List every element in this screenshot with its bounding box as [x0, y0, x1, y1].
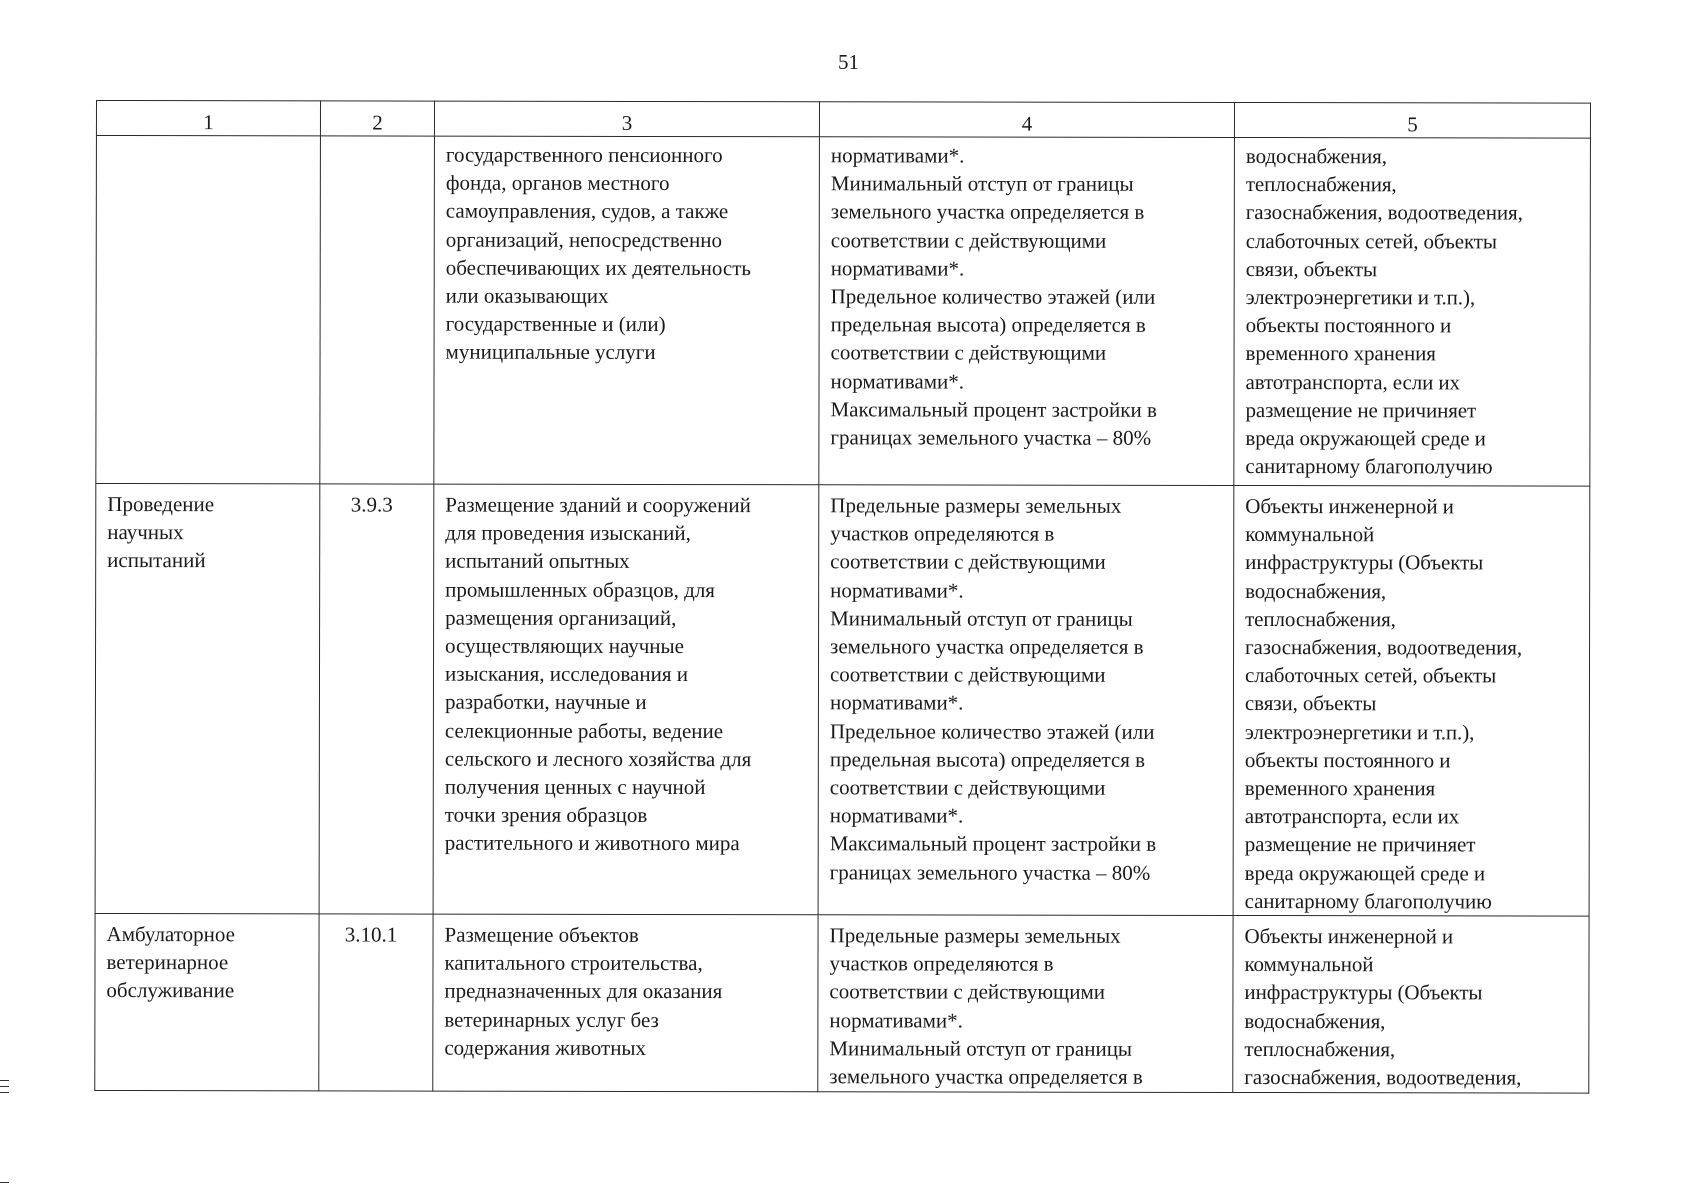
cell-text-line: ветеринарных услуг без — [444, 1007, 659, 1032]
cell-text-line: объекты постоянного и — [1244, 747, 1451, 773]
cell-text-line: слаботочных сетей, объекты — [1245, 228, 1497, 254]
cell-text-line: организаций, непосредственно — [445, 227, 722, 252]
cell-text-line: водоснабжения, — [1244, 1008, 1386, 1033]
cell-text-line: Объекты инженерной и — [1245, 494, 1454, 519]
cell-text-line: соответствии с действующими — [830, 227, 1107, 253]
cell-text-line: соответствии с действующими — [829, 979, 1106, 1005]
cell-text-line: соответствии с действующими — [830, 549, 1106, 575]
cell-text-line: участков определяются в — [830, 521, 1055, 546]
column-number-4: 4 — [819, 102, 1234, 138]
cell-text-line: вреда окружающей среде и — [1244, 860, 1486, 886]
table-row — [95, 914, 1589, 1094]
cell-text-line: инфраструктуры (Объекты — [1244, 980, 1483, 1005]
cell-text-line: муниципальные услуги — [445, 340, 656, 365]
cell-text-line: предельная высота) определяется в — [830, 312, 1146, 338]
cell-text-line: или оказывающих — [445, 283, 609, 308]
cell-text-line: Максимальный процент застройки в — [829, 831, 1157, 857]
cell-text-line: соответствии с действующими — [829, 662, 1106, 687]
use-name-cell — [95, 914, 319, 1091]
cell-text-line: связи, объекты — [1244, 691, 1377, 716]
cell-text-line: газоснабжения, водоотведения, — [1244, 1065, 1522, 1090]
cell-text-line: получения ценных с научной — [444, 774, 706, 800]
cell-text-line: соответствии с действующими — [830, 340, 1107, 366]
cell-text-line: временного хранения — [1244, 776, 1436, 801]
cell-text-line: нормативами*. — [830, 577, 964, 603]
cell-text-line: границах земельного участка – 80% — [829, 859, 1151, 885]
cell-text-line: испытаний опытных — [445, 549, 630, 574]
parameters-cell — [819, 137, 1235, 486]
cell-text-line: автотранспорта, если их — [1245, 369, 1460, 395]
cell-text-line: Объекты инженерной и — [1244, 924, 1454, 949]
use-name-cell — [95, 484, 320, 914]
cell-text-line: Предельное количество этажей (или — [829, 718, 1155, 744]
cell-text-line: самоуправления, судов, а также — [445, 199, 729, 224]
cell-text-line: Минимальный отступ от границы — [830, 606, 1133, 631]
cell-text-line: земельного участка определяется в — [829, 1064, 1143, 1089]
cell-text-line: размещение не причиняет — [1244, 832, 1476, 857]
use-code-cell: 3.9.3 — [319, 484, 434, 914]
cell-text-line: коммунальной — [1245, 522, 1375, 547]
cell-text-line: объекты постоянного и — [1245, 313, 1452, 338]
cell-text-line: нормативами*. — [829, 803, 964, 828]
cell-text-line: нормативами*. — [830, 368, 965, 394]
cell-text-line: газоснабжения, водоотведения, — [1245, 635, 1523, 660]
cell-text-line: земельного участка определяется в — [830, 199, 1145, 225]
cell-text-line: фонда, органов местного — [445, 170, 670, 196]
table-row — [95, 484, 1590, 917]
cell-text-line: точки зрения образцов — [444, 802, 648, 828]
column-number-3: 3 — [434, 101, 819, 137]
cell-text-line: санитарному благополучию — [1245, 454, 1493, 479]
cell-text-line: предназначенных для оказания — [444, 979, 723, 1004]
cell-text-line: Проведение — [107, 492, 215, 517]
cell-text-line: водоснабжения, — [1245, 144, 1387, 169]
cell-text-line: электроэнергетики и т.п.), — [1245, 285, 1476, 310]
cell-text-line: нормативами*. — [830, 256, 965, 281]
cell-text-line: нормативами*. — [830, 143, 965, 168]
use-name-cell — [96, 136, 321, 484]
cell-text-line: санитарному благополучию — [1244, 888, 1492, 914]
cell-text-line: Минимальный отступ от границы — [829, 1036, 1133, 1061]
cell-text-line: Амбулаторное — [106, 922, 235, 947]
margin-tick-mark — [0, 1182, 9, 1183]
page-number: 51 — [838, 50, 859, 74]
cell-text-line: государственного пенсионного — [445, 142, 723, 168]
cell-text-line: соответствии с действующими — [829, 775, 1106, 800]
cell-text-line: размещения организаций, — [445, 605, 677, 630]
cell-text-line: газоснабжения, водоотведения, — [1245, 200, 1523, 225]
cell-text-line: научных — [107, 520, 184, 545]
auxiliary-uses-cell — [1233, 485, 1590, 916]
cell-text-line: растительного и животного мира — [444, 831, 740, 856]
cell-text-line: участков определяются в — [829, 951, 1054, 976]
cell-text-line: инфраструктуры (Объекты — [1245, 550, 1484, 575]
cell-text-line: для проведения изысканий, — [445, 520, 691, 546]
zoning-table — [94, 100, 1591, 1094]
cell-text-line: границах земельного участка – 80% — [830, 425, 1152, 450]
cell-text-line: содержания животных — [444, 1035, 647, 1060]
margin-tick-mark — [0, 1086, 9, 1087]
cell-text-line: Предельные размеры земельных — [830, 493, 1122, 518]
cell-text-line: размещение не причиняет — [1245, 397, 1477, 423]
cell-text-line: связи, объекты — [1245, 256, 1378, 282]
cell-text-line: селекционные работы, ведение — [444, 718, 724, 743]
cell-text-line: теплоснабжения, — [1244, 1036, 1396, 1062]
cell-text-line: водоснабжения, — [1245, 578, 1387, 603]
description-cell — [434, 136, 820, 485]
use-code-cell — [320, 136, 435, 484]
cell-text-line: осуществляющих научные — [445, 633, 685, 659]
description-cell — [433, 484, 819, 915]
auxiliary-uses-cell — [1233, 916, 1589, 1094]
cell-text-line: временного хранения — [1245, 341, 1436, 366]
table-row — [96, 136, 1591, 487]
margin-tick-mark — [0, 1080, 9, 1081]
cell-text-line: электроэнергетики и т.п.), — [1244, 719, 1475, 745]
cell-text-line: коммунальной — [1244, 952, 1374, 977]
cell-text-line: Максимальный процент застройки в — [830, 397, 1157, 422]
cell-text-line: Предельные размеры земельных — [829, 923, 1121, 948]
cell-text-line: обслуживание — [106, 978, 235, 1003]
margin-tick-mark — [0, 1092, 9, 1093]
cell-text-line: Предельное количество этажей (или — [830, 284, 1156, 309]
cell-text-line: промышленных образцов, для — [445, 577, 715, 602]
cell-text-line: Размещение зданий и сооружений — [445, 492, 751, 518]
cell-text-line: Минимальный отступ от границы — [830, 171, 1134, 197]
parameters-cell — [818, 915, 1233, 1093]
cell-text-line: предельная высота) определяется в — [829, 747, 1146, 772]
column-number-5: 5 — [1234, 102, 1590, 138]
cell-text-line: разработки, научные и — [444, 690, 647, 715]
auxiliary-uses-cell — [1234, 137, 1591, 486]
cell-text-line: нормативами*. — [829, 690, 964, 715]
column-number-2: 2 — [320, 101, 434, 136]
column-number-1: 1 — [96, 101, 320, 136]
cell-text-line: сельского и лесного хозяйства для — [444, 746, 752, 771]
cell-text-line: слаботочных сетей, объекты — [1244, 663, 1497, 688]
cell-text-line: капитального строительства, — [444, 950, 703, 976]
parameters-cell — [818, 485, 1234, 916]
header-row — [96, 101, 1590, 139]
cell-text-line: теплоснабжения, — [1245, 172, 1397, 197]
cell-text-line: изыскания, исследования и — [444, 661, 689, 687]
cell-text-line: вреда окружающей среде и — [1245, 426, 1486, 451]
cell-text-line: теплоснабжения, — [1245, 606, 1396, 632]
use-code-cell: 3.10.1 — [319, 914, 433, 1091]
cell-text-line: земельного участка определяется в — [830, 634, 1144, 659]
description-cell — [433, 914, 818, 1092]
cell-text-line: обеспечивающих их деятельность — [445, 255, 751, 280]
cell-text-line: автотранспорта, если их — [1244, 804, 1460, 829]
cell-text-line: испытаний — [107, 548, 206, 573]
cell-text-line: нормативами*. — [829, 1007, 963, 1033]
cell-text-line: Размещение объектов — [444, 922, 639, 947]
cell-text-line: государственные и (или) — [445, 311, 666, 337]
cell-text-line: ветеринарное — [106, 950, 229, 975]
